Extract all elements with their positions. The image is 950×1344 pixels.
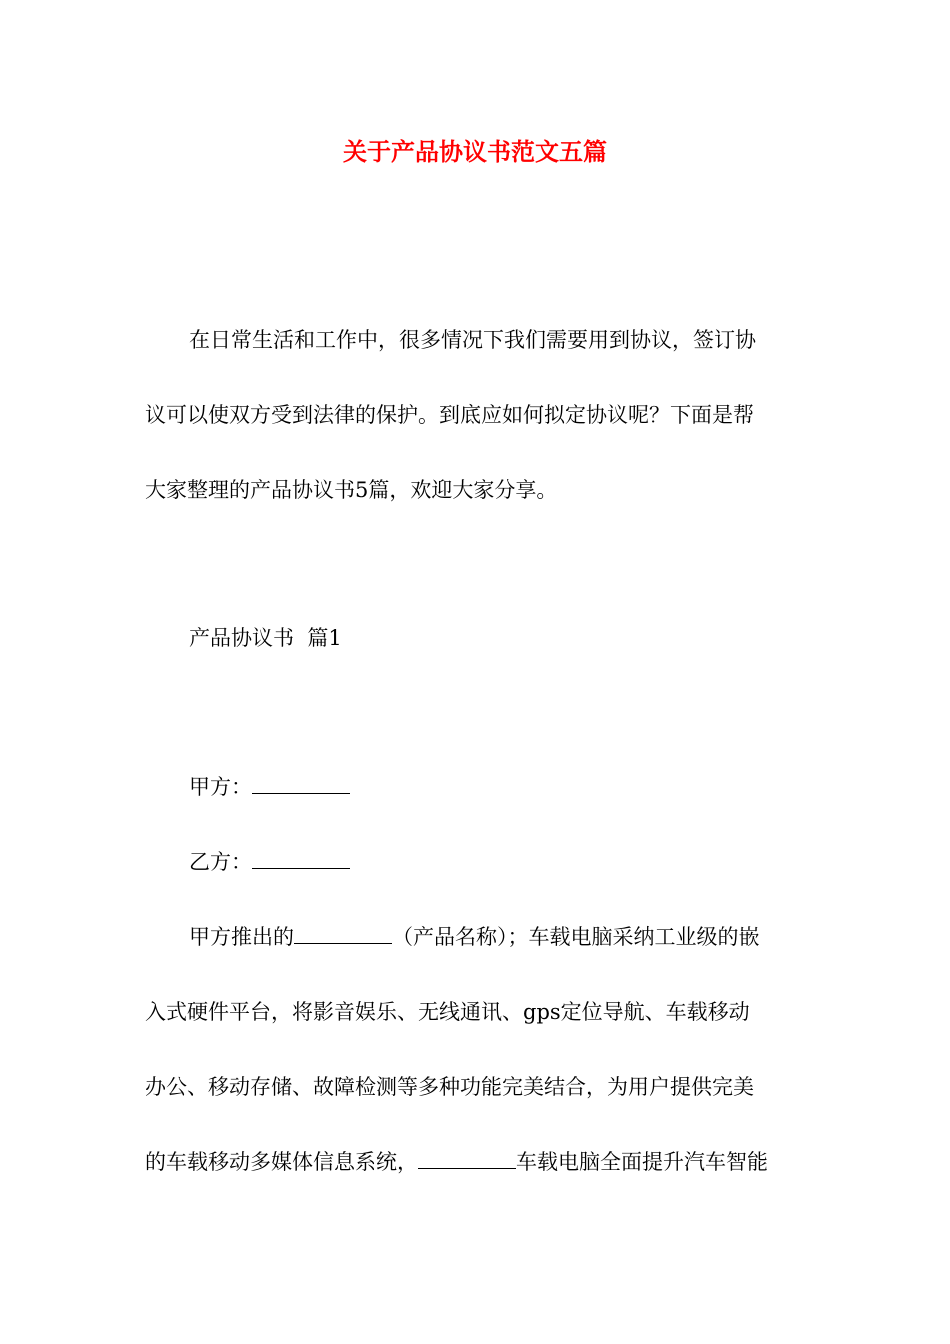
product-name-blank: [294, 921, 392, 944]
intro-line-3: 大家整理的产品协议书5篇，欢迎大家分享。: [145, 478, 558, 502]
body-line-1-suffix: （产品名称）；车载电脑采纳工业级的嵌: [392, 925, 760, 949]
party-a-line: [189, 767, 810, 807]
intro-line-1: 在日常生活和工作中，很多情况下我们需要用到协议，签订协: [189, 328, 756, 352]
body-line-4-prefix: 的车载移动多媒体信息系统，: [145, 1150, 418, 1174]
body-line-3: 办公、移动存储、故障检测等多种功能完美结合，为用户提供完美: [145, 1075, 754, 1099]
party-b-line: [189, 842, 810, 882]
document-title: 关于产品协议书范文五篇: [343, 137, 607, 166]
brand-blank: [418, 1146, 516, 1169]
body-line-4-suffix: 车载电脑全面提升汽车智能: [516, 1150, 768, 1174]
party-a-label: 甲方：: [189, 775, 252, 799]
party-b-blank: [252, 846, 350, 869]
party-b-label: 乙方：: [189, 850, 252, 874]
body-line-1-prefix: 甲方推出的: [189, 925, 294, 949]
body-line-4: [145, 1142, 810, 1182]
body-line-1: [189, 917, 810, 957]
body-line-2: 入式硬件平台，将影音娱乐、无线通讯、gps定位导航、车载移动: [145, 1000, 750, 1024]
section-heading: 产品协议书 篇1: [189, 626, 342, 650]
party-a-blank: [252, 771, 350, 794]
intro-line-2: 议可以使双方受到法律的保护。到底应如何拟定协议呢？下面是帮: [145, 403, 754, 427]
